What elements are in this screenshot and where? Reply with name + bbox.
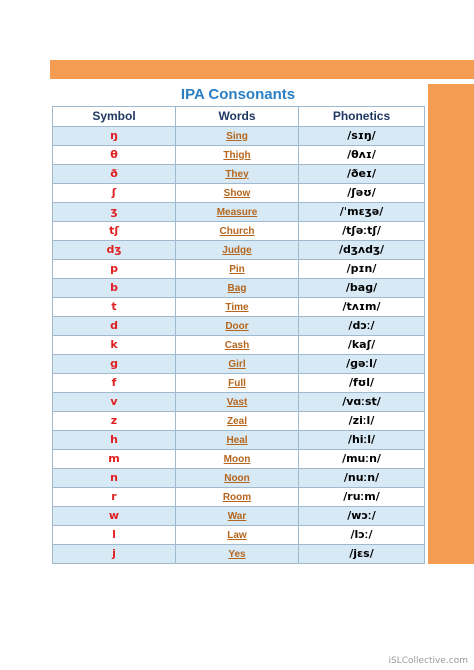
symbol-cell	[53, 146, 176, 165]
word-cell	[176, 355, 299, 374]
word-cell-text: War	[227, 510, 247, 522]
phonetic-cell	[299, 203, 425, 222]
word-cell-text: Zeal	[226, 415, 247, 427]
table-row	[53, 279, 425, 298]
phonetic-cell-text: /muːn/	[342, 452, 381, 465]
symbol-cell-text: l	[112, 528, 116, 541]
word-cell-text: Pin	[229, 263, 245, 275]
table-row	[53, 545, 425, 564]
phonetic-cell	[299, 279, 425, 298]
symbol-cell-text: ŋ	[110, 129, 118, 142]
table-row	[53, 260, 425, 279]
phonetic-cell-text: /sɪŋ/	[347, 129, 376, 142]
phonetic-cell-text: /lɔː/	[350, 528, 373, 541]
table-row	[53, 127, 425, 146]
phonetic-cell-text: /wɔː/	[347, 509, 376, 522]
symbol-cell	[53, 127, 176, 146]
table-row	[53, 317, 425, 336]
word-cell-text: Judge	[222, 244, 252, 256]
word-cell	[176, 488, 299, 507]
word-cell	[176, 393, 299, 412]
word-cell	[176, 469, 299, 488]
symbol-cell	[53, 393, 176, 412]
phonetic-cell	[299, 412, 425, 431]
symbol-cell-text: ʃ	[111, 186, 117, 199]
word-cell-text: Measure	[216, 206, 258, 218]
symbol-cell-text: θ	[110, 148, 118, 161]
symbol-cell	[53, 336, 176, 355]
symbol-cell-text: g	[110, 357, 118, 370]
table-row	[53, 374, 425, 393]
symbol-cell-text: z	[110, 414, 118, 427]
word-cell-text: Show	[223, 187, 251, 199]
symbol-cell	[53, 317, 176, 336]
word-cell	[176, 241, 299, 260]
symbol-cell-text: tʃ	[109, 224, 119, 237]
table-row	[53, 355, 425, 374]
word-cell-text: Time	[225, 301, 249, 313]
word-cell-text: Moon	[223, 453, 251, 465]
word-cell-text: They	[225, 168, 249, 180]
table-row	[53, 488, 425, 507]
phonetic-cell-text: /pɪn/	[346, 262, 377, 275]
phonetic-cell-text: /ðeɪ/	[346, 167, 377, 180]
symbol-cell	[53, 374, 176, 393]
phonetic-cell	[299, 146, 425, 165]
symbol-cell	[53, 450, 176, 469]
phonetic-cell-text: /tʃəːtʃ/	[342, 224, 381, 237]
table-row	[53, 469, 425, 488]
phonetic-cell	[299, 450, 425, 469]
word-cell	[176, 127, 299, 146]
word-cell	[176, 203, 299, 222]
table-row	[53, 146, 425, 165]
footer-watermark: iSLCollective.com	[388, 656, 468, 666]
symbol-cell	[53, 526, 176, 545]
symbol-cell-text: v	[110, 395, 118, 408]
word-cell	[176, 146, 299, 165]
symbol-cell	[53, 165, 176, 184]
phonetic-cell	[299, 222, 425, 241]
word-cell	[176, 222, 299, 241]
table-row	[53, 393, 425, 412]
word-cell-text: Cash	[224, 339, 250, 351]
phonetic-cell	[299, 336, 425, 355]
phonetic-cell	[299, 507, 425, 526]
header-symbol: Symbol	[53, 107, 176, 127]
symbol-cell-text: ʒ	[110, 205, 118, 218]
phonetic-cell-text: /θʌɪ/	[347, 148, 376, 161]
header-phonetics: Phonetics	[299, 107, 425, 127]
phonetic-cell	[299, 488, 425, 507]
header-words: Words	[176, 107, 299, 127]
symbol-cell	[53, 260, 176, 279]
phonetic-cell-text: /dɔː/	[348, 319, 375, 332]
word-cell	[176, 412, 299, 431]
symbol-cell-text: d	[110, 319, 118, 332]
word-cell-text: Full	[228, 377, 246, 389]
word-cell-text: Heal	[226, 434, 248, 446]
table-row	[53, 450, 425, 469]
word-cell	[176, 165, 299, 184]
table-row	[53, 526, 425, 545]
phonetic-cell	[299, 127, 425, 146]
symbol-cell-text: j	[112, 547, 116, 560]
word-cell-text: Sing	[226, 130, 248, 142]
word-cell-text: Church	[219, 225, 255, 237]
phonetic-cell-text: /ˈmɛʒə/	[339, 205, 384, 218]
word-cell	[176, 279, 299, 298]
phonetic-cell	[299, 184, 425, 203]
symbol-cell-text: r	[111, 490, 117, 503]
symbol-cell-text: t	[111, 300, 117, 313]
phonetic-cell	[299, 355, 425, 374]
symbol-cell	[53, 355, 176, 374]
symbol-cell-text: p	[110, 262, 118, 275]
phonetic-cell-text: /baɡ/	[345, 281, 378, 294]
phonetic-cell-text: /tʌɪm/	[342, 300, 381, 313]
table-row	[53, 203, 425, 222]
word-cell-text: Door	[225, 320, 249, 332]
table-row	[53, 298, 425, 317]
symbol-cell	[53, 298, 176, 317]
table-row	[53, 336, 425, 355]
word-cell-text: Law	[227, 529, 247, 541]
symbol-cell	[53, 469, 176, 488]
word-cell	[176, 450, 299, 469]
word-cell	[176, 374, 299, 393]
phonetic-cell	[299, 317, 425, 336]
word-cell	[176, 526, 299, 545]
symbol-cell-text: w	[108, 509, 120, 522]
table-row	[53, 165, 425, 184]
symbol-cell	[53, 431, 176, 450]
phonetic-cell	[299, 431, 425, 450]
symbol-cell	[53, 184, 176, 203]
word-cell-text: Girl	[228, 358, 246, 370]
symbol-cell-text: m	[108, 452, 120, 465]
symbol-cell-text: ð	[110, 167, 118, 180]
table-header-row	[53, 107, 425, 127]
phonetic-cell-text: /nuːn/	[343, 471, 380, 484]
phonetic-cell	[299, 241, 425, 260]
symbol-cell	[53, 545, 176, 564]
symbol-cell	[53, 222, 176, 241]
symbol-cell	[53, 412, 176, 431]
phonetic-cell-text: /ʃəʊ/	[347, 186, 376, 199]
word-cell	[176, 507, 299, 526]
symbol-cell-text: dʒ	[106, 243, 122, 256]
phonetic-cell	[299, 298, 425, 317]
word-cell-text: Bag	[227, 282, 247, 294]
phonetic-cell-text: /ziːl/	[348, 414, 375, 427]
phonetic-cell	[299, 526, 425, 545]
ipa-consonants-table	[52, 106, 425, 564]
word-cell-text: Vast	[226, 396, 248, 408]
symbol-cell	[53, 203, 176, 222]
phonetic-cell-text: /hiːl/	[347, 433, 376, 446]
phonetic-cell	[299, 393, 425, 412]
table-row	[53, 184, 425, 203]
phonetic-cell-text: /ɡəːl/	[346, 357, 377, 370]
symbol-cell	[53, 241, 176, 260]
phonetic-cell	[299, 165, 425, 184]
word-cell	[176, 336, 299, 355]
table-row	[53, 507, 425, 526]
phonetic-cell-text: /kaʃ/	[347, 338, 376, 351]
table-row	[53, 431, 425, 450]
table-row	[53, 241, 425, 260]
phonetic-cell-text: /vɑːst/	[342, 395, 381, 408]
symbol-cell-text: f	[111, 376, 117, 389]
page-title: IPA Consonants	[180, 86, 296, 103]
word-cell-text: Thigh	[223, 149, 251, 161]
symbol-cell-text: b	[110, 281, 118, 294]
word-cell-text: Yes	[228, 548, 246, 560]
phonetic-cell	[299, 545, 425, 564]
phonetic-cell-text: /fʊl/	[348, 376, 375, 389]
symbol-cell	[53, 488, 176, 507]
phonetic-cell-text: /jɛs/	[349, 547, 374, 560]
symbol-cell	[53, 507, 176, 526]
symbol-cell-text: n	[110, 471, 118, 484]
word-cell-text: Noon	[224, 472, 250, 484]
word-cell	[176, 260, 299, 279]
word-cell-text: Room	[222, 491, 252, 503]
symbol-cell	[53, 279, 176, 298]
word-cell	[176, 184, 299, 203]
phonetic-cell	[299, 260, 425, 279]
word-cell	[176, 545, 299, 564]
top-orange-bar	[50, 60, 474, 79]
phonetic-cell	[299, 469, 425, 488]
word-cell	[176, 317, 299, 336]
word-cell	[176, 431, 299, 450]
phonetic-cell-text: /dʒʌdʒ/	[338, 243, 385, 256]
word-cell	[176, 298, 299, 317]
phonetic-cell-text: /ruːm/	[343, 490, 380, 503]
side-orange-bar	[428, 84, 474, 564]
phonetic-cell	[299, 374, 425, 393]
symbol-cell-text: h	[110, 433, 118, 446]
symbol-cell-text: k	[110, 338, 118, 351]
table-row	[53, 222, 425, 241]
table-row	[53, 412, 425, 431]
